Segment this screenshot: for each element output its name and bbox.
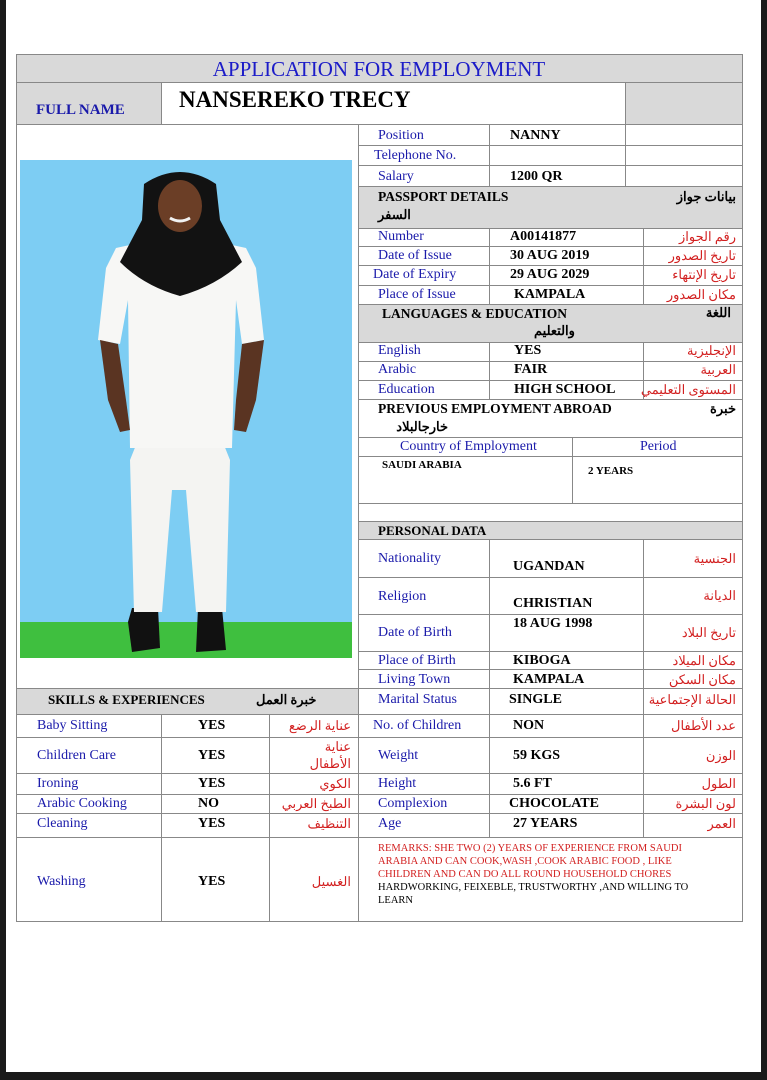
cleaning-arabic: التنظيف <box>307 816 351 831</box>
nationality-value: UGANDAN <box>513 559 585 574</box>
marital-status-value: SINGLE <box>509 692 562 707</box>
previous-employment-heading: PREVIOUS EMPLOYMENT ABROAD <box>378 401 612 416</box>
previous-employment-heading-arabic-1: خبرة <box>710 401 736 416</box>
nationality-label: Nationality <box>378 551 441 566</box>
weight-label: Weight <box>378 748 419 763</box>
passport-heading-arabic-2: السفر <box>378 207 411 222</box>
employment-period-value: 2 YEARS <box>588 465 634 477</box>
children-care-label: Children Care <box>37 748 116 763</box>
complexion-value: CHOCOLATE <box>509 796 599 811</box>
living-town-label: Living Town <box>378 672 451 687</box>
place-of-issue-arabic: مكان الصدور <box>666 287 736 302</box>
complexion-arabic: لون البشرة <box>675 796 736 811</box>
employment-country-value: SAUDI ARABIA <box>382 459 462 471</box>
baby-sitting-value: YES <box>198 718 226 733</box>
passport-heading-arabic-1: بيانات جواز <box>676 189 736 204</box>
remarks-line-3: CHILDREN AND CAN DO ALL ROUND HOUSEHOLD CHORES <box>378 869 672 880</box>
marital-status-label: Marital Status <box>378 692 457 707</box>
children-care-arabic-2: الأطفال <box>309 756 351 771</box>
baby-sitting-label: Baby Sitting <box>37 718 108 733</box>
age-label: Age <box>378 816 402 831</box>
education-label: Education <box>378 382 435 397</box>
remarks-line-4: HARDWORKING, FEIXEBLE, TRUSTWORTHY ,AND WILLING TO <box>378 882 689 893</box>
height-label: Height <box>378 776 417 791</box>
date-of-issue-arabic: تاريخ الصدور <box>668 248 736 263</box>
application-form-sheet <box>6 0 761 1072</box>
skills-heading-arabic: خبرة العمل <box>256 692 317 707</box>
passport-heading: PASSPORT DETAILS <box>378 189 509 204</box>
date-of-birth-arabic: تاريخ البلاد <box>681 625 736 640</box>
date-of-issue-value: 30 AUG 2019 <box>510 248 590 263</box>
remarks-line-5: LEARN <box>378 895 413 906</box>
languages-heading-arabic-1: اللغة <box>705 305 731 320</box>
telephone-label: Telephone No. <box>374 148 457 163</box>
children-care-arabic-1: عناية <box>324 739 351 754</box>
children-count-value: NON <box>513 718 545 733</box>
salary-label: Salary <box>378 169 414 184</box>
salary-value: 1200 QR <box>510 169 563 184</box>
height-value: 5.6 FT <box>513 776 552 791</box>
date-of-birth-value: 18 AUG 1998 <box>513 616 593 631</box>
position-label: Position <box>378 128 424 143</box>
place-of-birth-label: Place of Birth <box>378 653 456 668</box>
passport-number-label: Number <box>378 229 424 244</box>
education-arabic: المستوى التعليمي <box>640 382 736 397</box>
arabic-label: Arabic <box>378 362 417 377</box>
children-care-value: YES <box>198 748 226 763</box>
living-town-arabic: مكان السكن <box>668 672 736 687</box>
education-value: HIGH SCHOOL <box>514 382 616 397</box>
place-of-issue-value: KAMPALA <box>514 287 586 302</box>
baby-sitting-arabic: عناية الرضع <box>288 718 351 733</box>
remarks-line-1: REMARKS: SHE TWO (2) YEARS OF EXPERIENCE FROM SAUDI <box>378 843 682 854</box>
date-of-issue-label: Date of Issue <box>378 248 452 263</box>
english-label: English <box>378 343 421 358</box>
date-of-expiry-label: Date of Expiry <box>373 267 457 282</box>
washing-value: YES <box>198 874 226 889</box>
languages-heading-arabic-2: والتعليم <box>534 323 575 338</box>
passport-number-arabic: رقم الجواز <box>679 229 736 244</box>
arabic-value: FAIR <box>514 362 548 377</box>
place-of-issue-label: Place of Issue <box>378 287 456 302</box>
languages-heading: LANGUAGES & EDUCATION <box>382 306 568 321</box>
religion-label: Religion <box>378 589 427 604</box>
weight-arabic: الوزن <box>705 748 736 763</box>
date-of-expiry-arabic: تاريخ الإنتهاء <box>672 267 736 282</box>
washing-label: Washing <box>37 874 86 889</box>
form-title: APPLICATION FOR EMPLOYMENT <box>212 57 546 81</box>
marital-status-arabic: الحالة الإجتماعية <box>648 692 736 707</box>
arabic-arabic: العربية <box>700 362 736 377</box>
ironing-value: YES <box>198 776 226 791</box>
skills-heading: SKILLS & EXPERIENCES <box>48 692 205 707</box>
passport-number-value: A00141877 <box>510 229 577 244</box>
age-value: 27 YEARS <box>513 816 578 831</box>
weight-value: 59 KGS <box>513 748 561 763</box>
english-value: YES <box>514 343 542 358</box>
country-of-employment-header: Country of Employment <box>400 439 537 454</box>
full-name-extra-cell <box>625 82 742 124</box>
previous-employment-heading-arabic-2: خارجالبلاد <box>396 419 448 434</box>
children-count-label: No. of Children <box>373 718 462 733</box>
cleaning-label: Cleaning <box>37 816 88 831</box>
personal-data-heading: PERSONAL DATA <box>378 523 487 538</box>
date-of-birth-label: Date of Birth <box>378 625 452 640</box>
remarks-block <box>378 842 738 907</box>
place-of-birth-arabic: مكان الميلاد <box>672 653 736 668</box>
english-arabic: الإنجليزية <box>686 343 736 358</box>
height-arabic: الطول <box>701 776 736 791</box>
applicant-photo <box>20 160 352 658</box>
arabic-cooking-arabic: الطبخ العربي <box>281 796 351 811</box>
period-header: Period <box>640 439 677 454</box>
place-of-birth-value: KIBOGA <box>513 653 571 668</box>
children-count-arabic: عدد الأطفال <box>671 718 736 733</box>
arabic-cooking-value: NO <box>198 796 219 811</box>
complexion-label: Complexion <box>378 796 448 811</box>
nationality-arabic: الجنسية <box>693 551 736 566</box>
cleaning-value: YES <box>198 816 226 831</box>
arabic-cooking-label: Arabic Cooking <box>37 796 127 811</box>
ironing-arabic: الكوي <box>319 776 351 791</box>
position-value: NANNY <box>510 128 561 143</box>
applicant-photo-image <box>20 160 352 658</box>
full-name-value: NANSEREKO TRECY <box>179 87 411 112</box>
ironing-label: Ironing <box>37 776 79 791</box>
religion-arabic: الديانة <box>703 588 736 603</box>
living-town-value: KAMPALA <box>513 672 585 687</box>
date-of-expiry-value: 29 AUG 2029 <box>510 267 590 282</box>
age-arabic: العمر <box>707 816 736 831</box>
religion-value: CHRISTIAN <box>513 596 593 611</box>
washing-arabic: الغسيل <box>311 874 351 889</box>
remarks-line-2: ARABIA AND CAN COOK,WASH ,COOK ARABIC FOOD , LIKE <box>378 856 672 867</box>
full-name-label: FULL NAME <box>36 102 125 118</box>
